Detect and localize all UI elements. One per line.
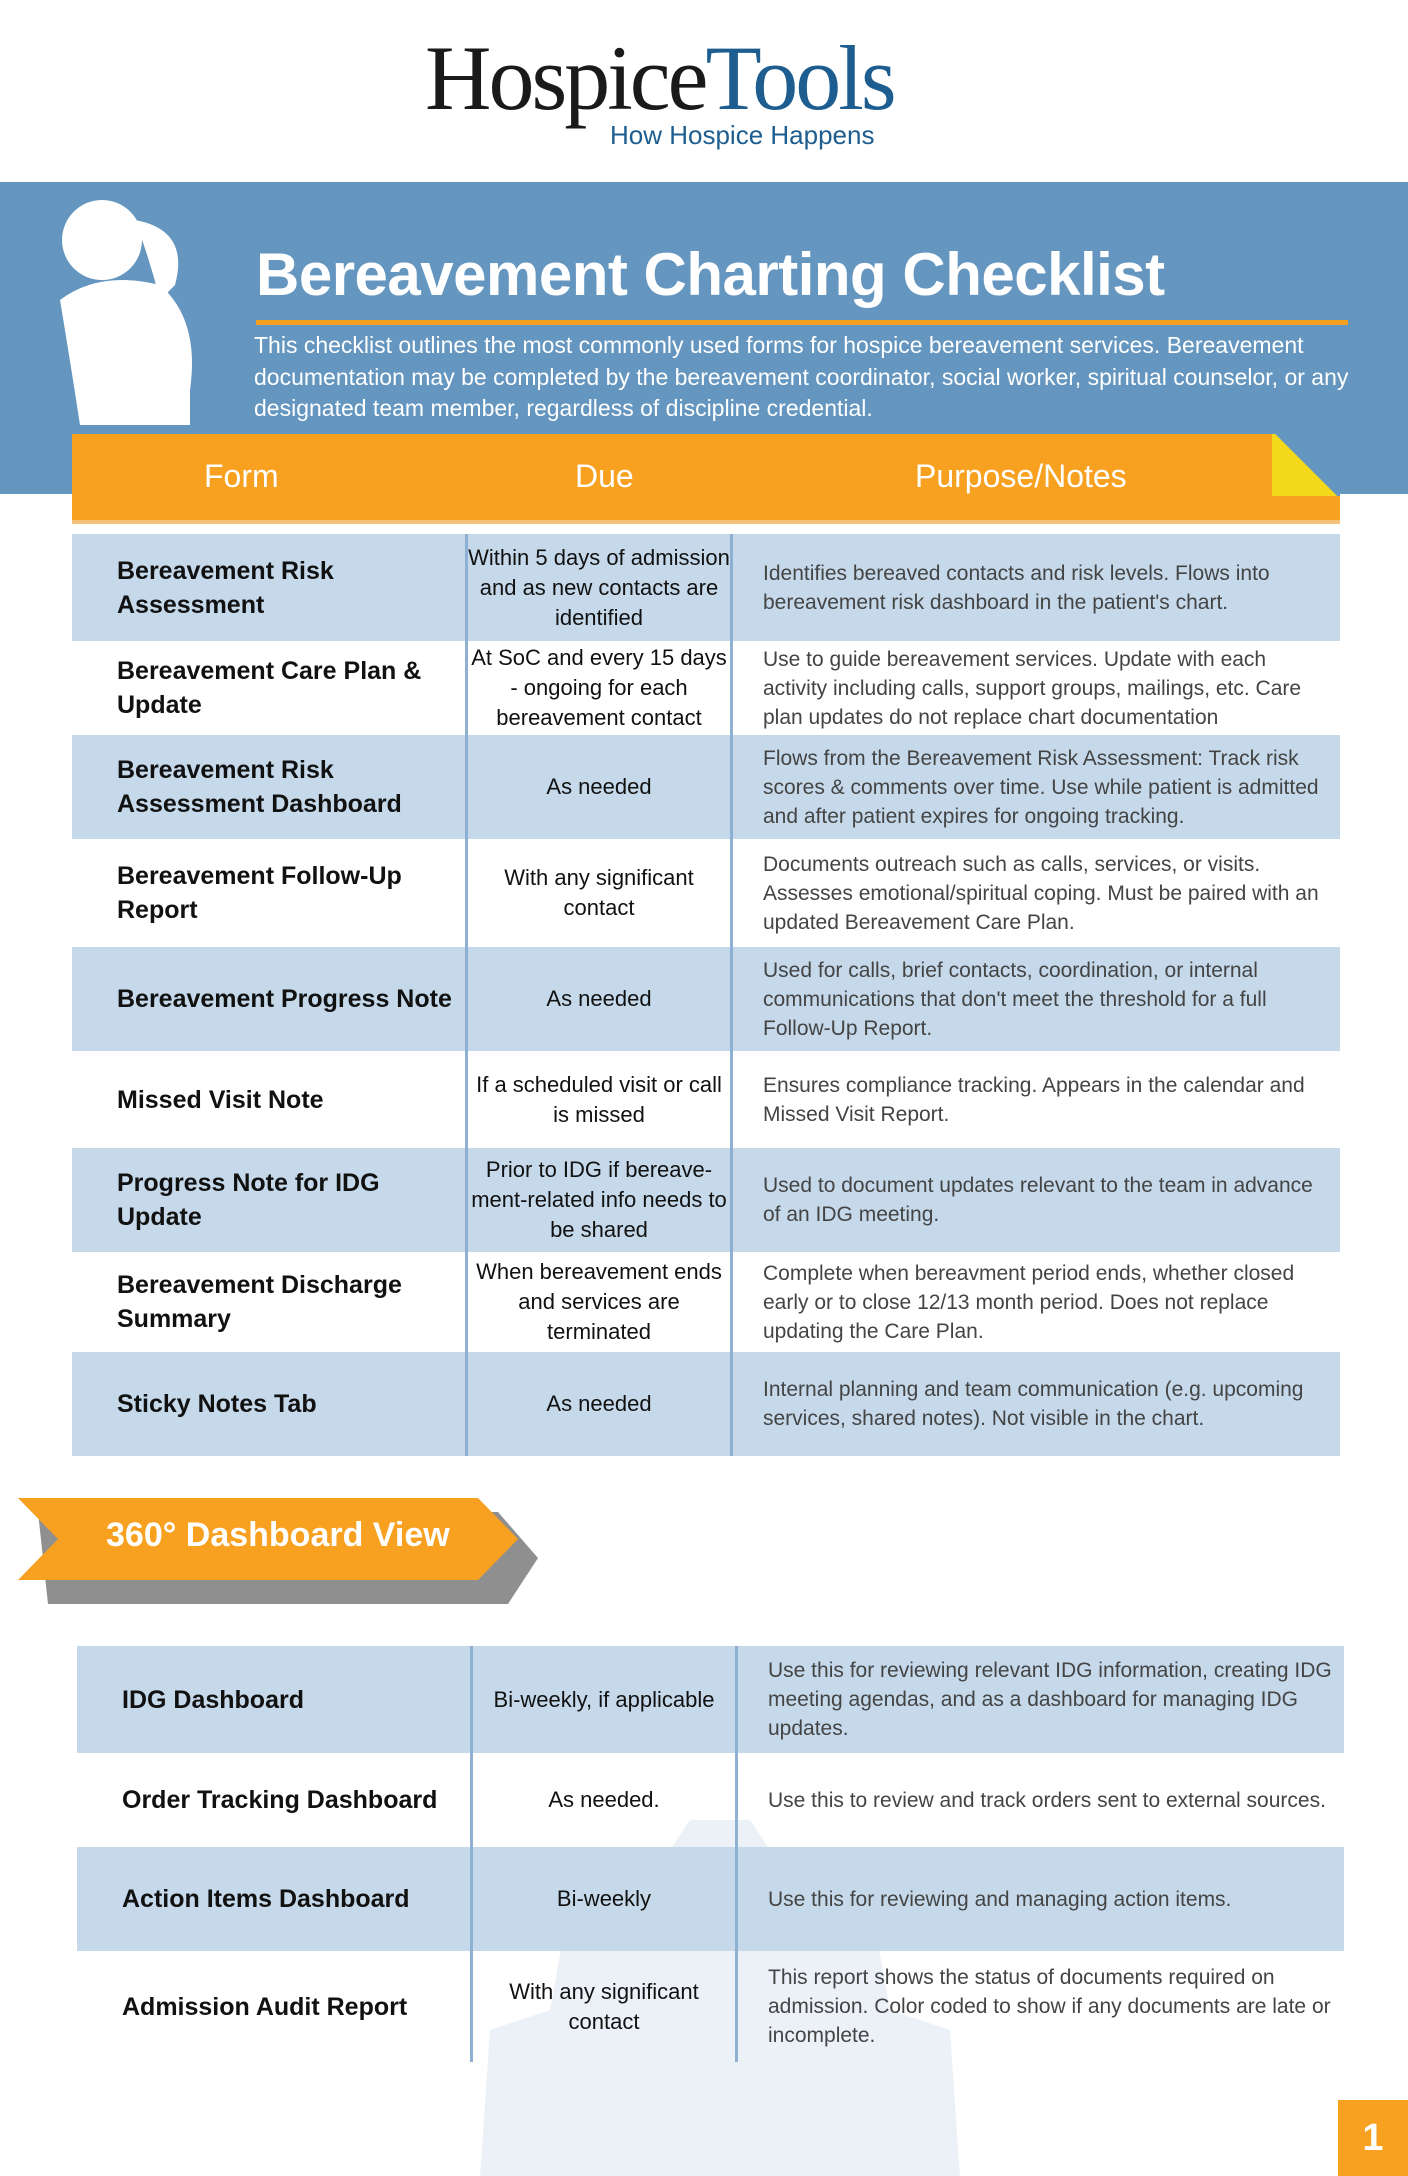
form-cell: Progress Note for IDG Update — [117, 1169, 380, 1231]
column-header-due: Due — [575, 458, 634, 494]
notes-cell: Used to document updates relevant to the team in advance of an IDG meeting. — [763, 1174, 1313, 1226]
hospicetools-logo — [425, 28, 985, 153]
table-row — [72, 735, 1340, 839]
form-cell: Bereavement Progress Note — [117, 985, 452, 1013]
notes-cell: Use this for reviewing and managing action items. — [768, 1887, 1232, 1911]
due-cell: As needed — [465, 947, 733, 1051]
table-row — [77, 1753, 1344, 1847]
notes-cell: Internal planning and team communication (e.g. upcoming services, shared notes). Not visible in the chart. — [763, 1378, 1304, 1430]
logo-wordmark: HospiceTools — [425, 27, 894, 129]
due-cell: At SoC and every 15 days - ongoing for each bereavement contact — [465, 641, 733, 735]
page-title: Bereavement Charting Checklist — [256, 241, 1165, 308]
due-cell: Bi-weekly — [470, 1847, 738, 1951]
intro-text: This checklist outlines the most commonly used forms for hospice bereavement services. Bereavement documentation may be completed by the bereavement coordinator, social worker, spiritual counselor, or any designated team member, regardless of discipline credential. — [254, 332, 1349, 421]
page-fold-corner — [1272, 434, 1340, 496]
table-row — [72, 947, 1340, 1051]
table-row — [77, 1646, 1344, 1753]
due-cell: When bereavement ends and services are terminated — [465, 1252, 733, 1352]
table-row — [72, 839, 1340, 947]
table-row — [72, 1148, 1340, 1252]
page-number: 1 — [1338, 2100, 1408, 2176]
notes-cell: Use this to review and track orders sent to external sources. — [768, 1788, 1326, 1812]
title-underline — [256, 320, 1348, 325]
due-cell: With any significant contact — [465, 839, 733, 947]
due-cell: As needed — [465, 735, 733, 839]
table-row — [77, 1847, 1344, 1951]
form-cell: Missed Visit Note — [117, 1085, 324, 1114]
form-cell: IDG Dashboard — [122, 1685, 304, 1714]
form-cell: Admission Audit Report — [122, 1992, 408, 2021]
notes-cell: Complete when bereavment period ends, whether closed early or to close 12/13 month period. Does not replace updating the Care Plan. — [763, 1261, 1295, 1343]
due-cell: As needed. — [470, 1753, 738, 1847]
notes-cell: Used for calls, brief contacts, coordination, or internal communications that don't meet the threshold for a full Follow-Up Report. — [763, 958, 1267, 1040]
notes-cell: Flows from the Bereavement Risk Assessment: Track risk scores & comments over time. Use while patient is admitted and after patient expires for ongoing tracking. — [763, 746, 1319, 828]
section-title: 360° Dashboard View — [106, 1516, 450, 1554]
table-row — [77, 1951, 1344, 2062]
form-cell: Sticky Notes Tab — [117, 1390, 317, 1418]
table-header — [72, 434, 1340, 520]
section-banner — [18, 1498, 548, 1608]
notes-cell: Identifies bereaved contacts and risk levels. Flows into bereavement risk dashboard in the patient's chart. — [763, 561, 1270, 614]
form-cell: Bereavement Risk Assessment Dashboard — [117, 756, 402, 818]
table-row — [72, 1252, 1340, 1352]
notes-cell: Use to guide bereavement services. Update with each activity including calls, support groups, mailings, etc. Care plan updates do not replace chart documentation — [763, 647, 1302, 729]
column-header-notes: Purpose/Notes — [915, 458, 1127, 494]
logo-tagline: How Hospice Happens — [610, 120, 875, 150]
table-row — [72, 1352, 1340, 1456]
due-cell: If a scheduled visit or call is missed — [465, 1051, 733, 1148]
form-cell: Order Tracking Dashboard — [122, 1786, 438, 1814]
due-cell: Prior to IDG if bereave-ment-related info needs to be shared — [465, 1148, 733, 1252]
form-cell: Action Items Dashboard — [122, 1885, 410, 1913]
form-cell: Bereavement Follow-Up Report — [117, 862, 402, 924]
notes-cell: Use this for reviewing relevant IDG information, creating IDG meeting agendas, and as a dashboard for managing IDG updates. — [768, 1659, 1332, 1740]
table-row — [72, 641, 1340, 735]
table-row — [72, 1051, 1340, 1148]
due-cell: Bi-weekly, if applicable — [470, 1646, 738, 1753]
notes-cell: Ensures compliance tracking. Appears in the calendar and Missed Visit Report. — [763, 1073, 1305, 1126]
due-cell: Within 5 days of admission and as new contacts are identified — [465, 534, 733, 641]
embrace-icon — [40, 190, 230, 430]
table-row — [72, 534, 1340, 641]
notes-cell: This report shows the status of documents required on admission. Color coded to show if any documents are late or incomplete. — [768, 1966, 1331, 2047]
form-cell: Bereavement Discharge Summary — [117, 1271, 402, 1333]
form-cell: Bereavement Risk Assessment — [117, 556, 334, 619]
notes-cell: Documents outreach such as calls, services, or visits. Assesses emotional/spiritual coping. Must be paired with an updated Bereavement Care Plan. — [763, 852, 1319, 934]
due-cell: With any significant contact — [470, 1951, 738, 2062]
form-cell: Bereavement Care Plan & Update — [117, 657, 422, 719]
column-header-form: Form — [204, 458, 279, 494]
due-cell: As needed — [465, 1352, 733, 1456]
